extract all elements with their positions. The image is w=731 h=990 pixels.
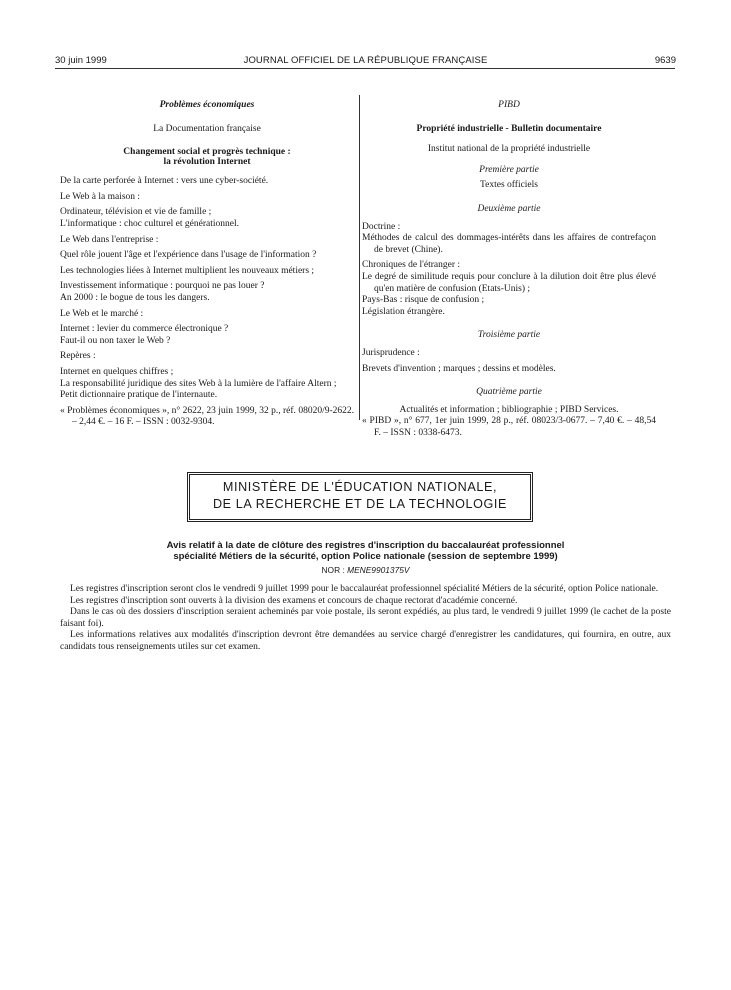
notice-paragraph: Dans le cas où des dossiers d'inscription seraient acheminés par voie postale, ils seront expédiés, au plus tard, le vendredi 9 juillet 1999 (le cachet de la poste faisant foi). (60, 607, 671, 629)
contents-item: Le Web et le marché : (60, 308, 144, 319)
left-subtitle-line1: Changement social et progrès technique : (123, 147, 291, 158)
right-publisher: Institut national de la propriété industrielle (427, 144, 591, 155)
header-date: 30 juin 1999 (55, 55, 107, 66)
notice-title-line1: Avis relatif à la date de clôture des registres d'inscription du baccalauréat professionnel (166, 540, 565, 551)
contents-item: De la carte perforée à Internet : vers une cyber-société. (60, 176, 269, 187)
part2-item: Le degré de similitude requis pour conclure à la dilution doit être plus élevé qu'en matière de confusion (Etats-Unis) ; (362, 271, 656, 294)
contents-item: La responsabilité juridique des sites Web à la lumière de l'affaire Altern ; (60, 378, 337, 389)
notice-paragraph: Les informations relatives aux modalités d'inscription devront être demandées au service chargé d'enregistrer les candidatures, qui fournira, en outre, aux candidats tous renseignements utiles sur cet examen. (60, 630, 671, 652)
right-heading: PIBD (498, 100, 520, 110)
contents-item: Les technologies liées à Internet multiplient les nouveaux métiers ; (60, 265, 315, 276)
left-publisher: La Documentation française (153, 123, 261, 134)
nor-code: MENE9901375V (347, 565, 410, 575)
contents-item: Faut-il ou non taxer le Web ? (60, 335, 171, 346)
part2-item: Méthodes de calcul des dommages-intérêts dans les affaires de contrefaçon de brevet (Chine). (362, 233, 656, 255)
part4-body: Actualités et information ; bibliographie ; PIBD Services. (399, 404, 619, 415)
part2-heading: Deuxième partie (477, 203, 541, 214)
contents-item: Ordinateur, télévision et vie de famille ; (60, 207, 212, 218)
notice-title (60, 540, 671, 562)
column-divider (359, 95, 360, 420)
nor-label: NOR : (321, 565, 345, 575)
contents-item: An 2000 : le bogue de tous les dangers. (60, 292, 210, 303)
part4-heading: Quatrième partie (476, 387, 542, 398)
contents-item: Investissement informatique : pourquoi ne pas louer ? (60, 281, 265, 292)
journal-title: JOURNAL OFFICIEL DE LA RÉPUBLIQUE FRANÇAISE (243, 55, 488, 66)
contents-item: Internet : levier du commerce électronique ? (60, 324, 229, 335)
contents-item: Internet en quelques chiffres ; (60, 366, 174, 377)
contents-item: Le Web à la maison : (60, 191, 141, 202)
right-reference: « PIBD », n° 677, 1er juin 1999, 28 p., réf. 08023/3-0677. – 7,40 €. – 48,54 F. – ISSN : 0338-6473. (362, 416, 656, 438)
notice-body (60, 584, 671, 654)
part3-item: Jurisprudence : (362, 347, 420, 358)
part1-body: Textes officiels (480, 180, 538, 191)
page-number: 9639 (654, 55, 676, 66)
part2-item: Pays-Bas : risque de confusion ; (362, 295, 485, 306)
header-rule (55, 68, 675, 69)
ministry-box (189, 474, 531, 520)
part2-item: Législation étrangère. (362, 306, 445, 317)
notice-nor (60, 565, 671, 575)
right-title: Propriété industrielle - Bulletin documentaire (416, 123, 602, 134)
contents-item: Quel rôle jouent l'âge et l'expérience dans l'usage de l'information ? (60, 250, 317, 261)
part2-item: Doctrine : (362, 221, 401, 232)
contents-item: Le Web dans l'entreprise : (60, 234, 159, 245)
right-column (362, 100, 656, 439)
part1-heading: Première partie (479, 164, 539, 175)
notice-paragraph: Les registres d'inscription seront clos le vendredi 9 juillet 1999 pour le baccalauréat professionnel spécialité Métiers de la sécurité, option Police nationale. (70, 584, 659, 594)
contents-item: Petit dictionnaire pratique de l'internaute. (60, 390, 218, 401)
left-heading: Problèmes économiques (159, 100, 255, 110)
ministry-line2: DE LA RECHERCHE ET DE LA TECHNOLOGIE (212, 497, 508, 511)
contents-item: L'informatique : choc culturel et générationnel. (60, 218, 239, 229)
ministry-line1: MINISTÈRE DE L'ÉDUCATION NATIONALE, (222, 480, 498, 494)
part2-item: Chroniques de l'étranger : (362, 260, 461, 271)
contents-item: Repères : (60, 351, 96, 362)
left-reference: « Problèmes économiques », n° 2622, 23 juin 1999, 32 p., réf. 08020/9-2622. – 2,44 €. – 16 F. – ISSN : 0032-9304. (60, 405, 354, 428)
notice-paragraph: Les registres d'inscription sont ouverts à la division des examens et concours de chaque rectorat d'académie concerné. (70, 595, 518, 606)
notice-title-line2: spécialité Métiers de la sécurité, option Police nationale (session de septembre 1999) (173, 551, 558, 562)
left-subtitle-line2: la révolution Internet (163, 157, 251, 168)
part3-heading: Troisième partie (477, 330, 541, 341)
part3-item: Brevets d'invention ; marques ; dessins et modèles. (362, 363, 556, 374)
left-column (60, 100, 354, 429)
